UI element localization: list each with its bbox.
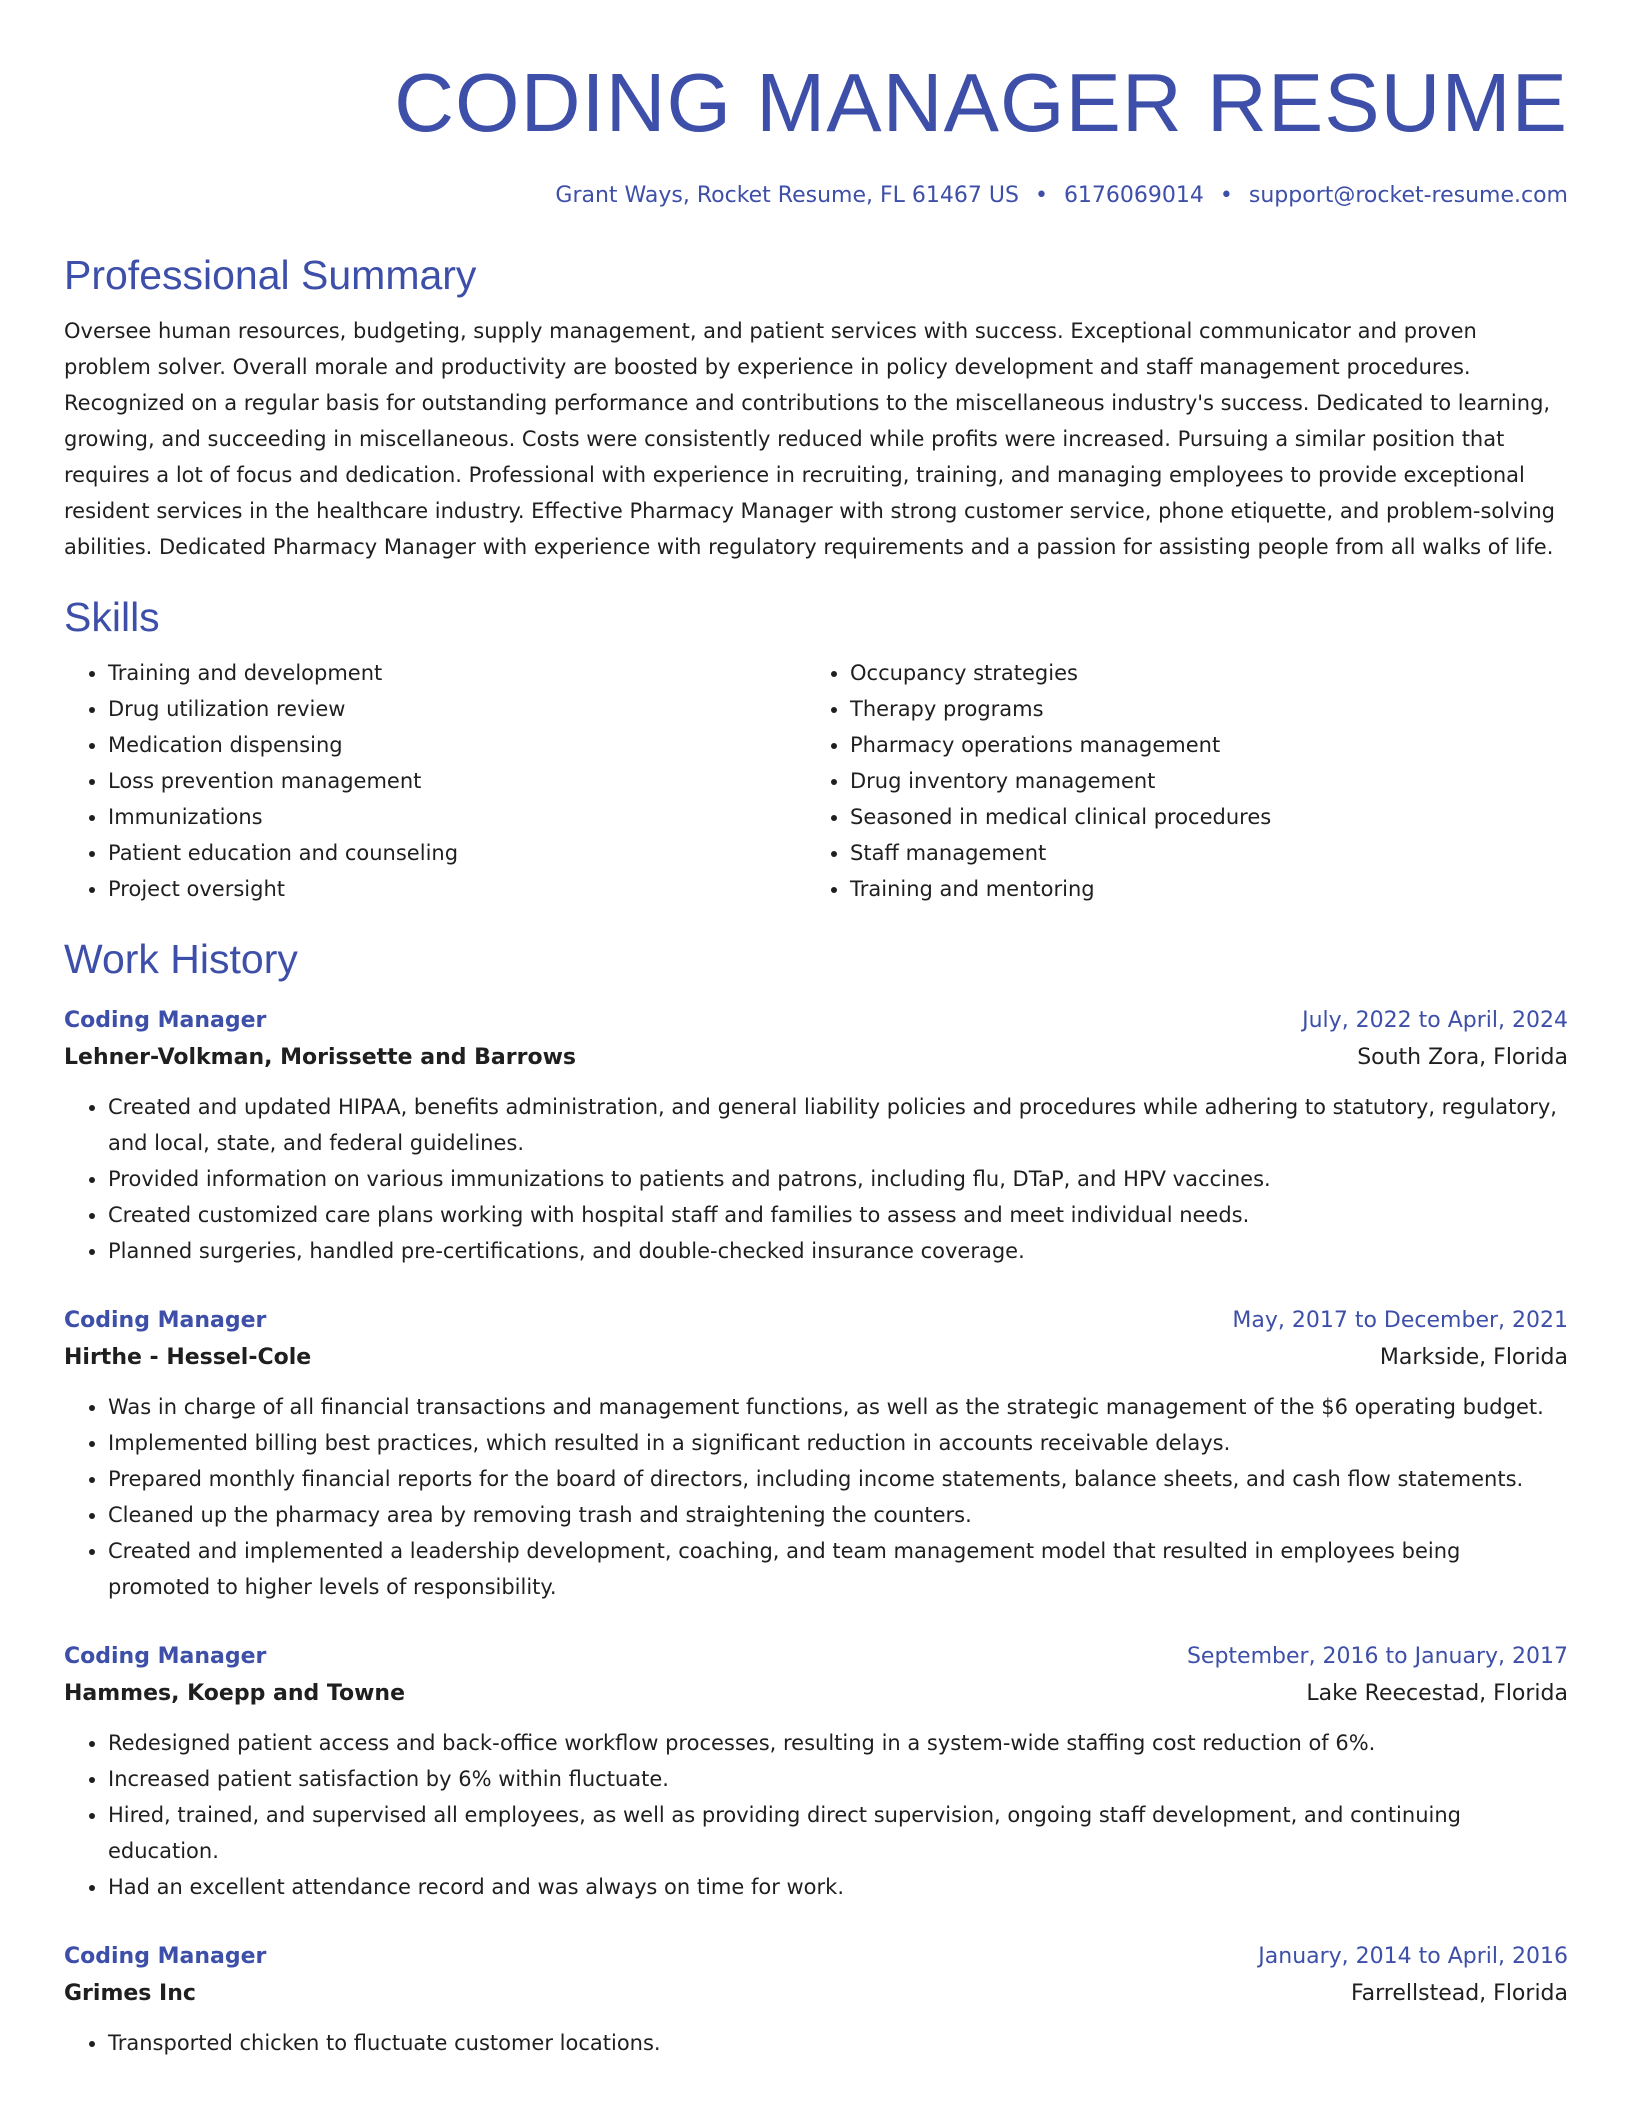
- job-company-row: [64, 1975, 1568, 2013]
- resume-header: [64, 0, 1568, 211]
- contact-line: [64, 181, 1568, 211]
- skill-item: • Drug inventory management: [850, 763, 1548, 799]
- skill-item: • Loss prevention management: [108, 763, 806, 799]
- job-location: Farrellstead, Florida: [1351, 1981, 1568, 2006]
- job-bullet: • Transported chicken to fluctuate customer locations.: [108, 2025, 1568, 2061]
- skill-item: • Occupancy strategies: [850, 655, 1548, 691]
- job-bullet: • Created and implemented a leadership development, coaching, and team management model that resulted in employees being promoted to higher levels of responsibility.: [108, 1533, 1568, 1605]
- job-bullet: • Implemented billing best practices, which resulted in a significant reduction in accounts receivable delays.: [108, 1425, 1568, 1461]
- job-title: Coding Manager: [64, 1644, 267, 1669]
- work-history-heading: Work History: [64, 936, 298, 982]
- skill-item: • Staff management: [850, 835, 1548, 871]
- job-bullet: • Prepared monthly financial reports for the board of directors, including income statements, balance sheets, and cash flow statements.: [108, 1461, 1568, 1497]
- skill-item: • Immunizations: [108, 799, 806, 835]
- job-entry: [64, 1939, 1568, 2061]
- job-bullet: • Redesigned patient access and back-office workflow processes, resulting in a system-wide staffing cost reduction of 6%.: [108, 1725, 1568, 1761]
- job-company: Grimes Inc: [64, 1981, 196, 2006]
- job-bullet: • Hired, trained, and supervised all employees, as well as providing direct supervision, ongoing staff development, and continuing education.: [108, 1797, 1568, 1869]
- skills-column-left: [64, 655, 806, 907]
- summary-text: Oversee human resources, budgeting, supply management, and patient services with success. Exceptional communicator and proven problem solver. Overall morale and productivity are boosted by experience in policy development and staff management procedures. Recognized on a regular basis for outstanding performance and contributions to the miscellaneous industry's success. Dedicated to learning, growing, and succeeding in miscellaneous. Costs were consistently reduced while profits were increased. Pursuing a similar position that requires a lot of focus and dedication. Professional with experience in recruiting, training, and managing employees to provide exceptional resident services in the healthcare industry. Effective Pharmacy Manager with strong customer service, phone etiquette, and problem-solving abilities. Dedicated Pharmacy Manager with experience with regulatory requirements and a passion for assisting people from all walks of life.: [64, 319, 1555, 559]
- job-title-row: [64, 1939, 1568, 1975]
- skill-item: • Project oversight: [108, 871, 806, 907]
- skill-item: • Training and mentoring: [850, 871, 1548, 907]
- job-location: South Zora, Florida: [1357, 1045, 1568, 1070]
- skill-item: • Therapy programs: [850, 691, 1548, 727]
- job-entry: [64, 1003, 1568, 1269]
- job-bullets: [64, 1089, 1568, 1269]
- job-bullets: [64, 2025, 1568, 2061]
- job-title-row: [64, 1303, 1568, 1339]
- summary-heading: Professional Summary: [64, 252, 477, 298]
- job-location: Markside, Florida: [1379, 1345, 1568, 1370]
- job-bullets: [64, 1725, 1568, 1905]
- skill-item: • Medication dispensing: [108, 727, 806, 763]
- resume-title: CODING MANAGER RESUME: [394, 56, 1568, 149]
- job-dates: May, 2017 to December, 2021: [1232, 1308, 1568, 1333]
- job-bullet: • Increased patient satisfaction by 6% within fluctuate.: [108, 1761, 1568, 1797]
- skills-list: [64, 655, 1568, 907]
- job-bullet: • Planned surgeries, handled pre-certifications, and double-checked insurance coverage.: [108, 1233, 1568, 1269]
- contact-phone: 6176069014: [1063, 183, 1204, 208]
- contact-separator: •: [1034, 183, 1048, 208]
- job-bullet: • Provided information on various immunizations to patients and patrons, including flu, DTaP, and HPV vaccines.: [108, 1161, 1568, 1197]
- job-title: Coding Manager: [64, 1308, 267, 1333]
- job-bullet: • Cleaned up the pharmacy area by removing trash and straightening the counters.: [108, 1497, 1568, 1533]
- skills-heading: Skills: [64, 594, 160, 640]
- job-bullets: [64, 1389, 1568, 1605]
- skill-item: • Training and development: [108, 655, 806, 691]
- skill-item: • Drug utilization review: [108, 691, 806, 727]
- job-location: Lake Reecestad, Florida: [1306, 1681, 1568, 1706]
- skill-item: • Pharmacy operations management: [850, 727, 1548, 763]
- job-company: Hirthe - Hessel-Cole: [64, 1345, 312, 1370]
- job-dates: July, 2022 to April, 2024: [1302, 1008, 1568, 1033]
- skills-column-right: [806, 655, 1548, 907]
- job-company-row: [64, 1039, 1568, 1077]
- job-entry: [64, 1303, 1568, 1605]
- skill-item: • Patient education and counseling: [108, 835, 806, 871]
- job-dates: January, 2014 to April, 2016: [1258, 1944, 1568, 1969]
- job-bullet: • Had an excellent attendance record and was always on time for work.: [108, 1869, 1568, 1905]
- contact-address: Grant Ways, Rocket Resume, FL 61467 US: [555, 183, 1019, 208]
- job-title: Coding Manager: [64, 1944, 267, 1969]
- job-bullet: • Created and updated HIPAA, benefits administration, and general liability policies and procedures while adhering to statutory, regulatory, and local, state, and federal guidelines.: [108, 1089, 1568, 1161]
- contact-separator: •: [1219, 183, 1233, 208]
- job-company: Hammes, Koepp and Towne: [64, 1681, 406, 1706]
- job-company-row: [64, 1675, 1568, 1713]
- job-company: Lehner-Volkman, Morissette and Barrows: [64, 1045, 577, 1070]
- job-bullet: • Was in charge of all financial transactions and management functions, as well as the strategic management of the $6 operating budget.: [108, 1389, 1568, 1425]
- job-bullet: • Created customized care plans working with hospital staff and families to assess and meet individual needs.: [108, 1197, 1568, 1233]
- job-title-row: [64, 1639, 1568, 1675]
- job-dates: September, 2016 to January, 2017: [1186, 1644, 1568, 1669]
- job-title-row: [64, 1003, 1568, 1039]
- contact-email: support@rocket-resume.com: [1248, 183, 1568, 208]
- job-title: Coding Manager: [64, 1008, 267, 1033]
- job-entry: [64, 1639, 1568, 1905]
- job-company-row: [64, 1339, 1568, 1377]
- skill-item: • Seasoned in medical clinical procedures: [850, 799, 1548, 835]
